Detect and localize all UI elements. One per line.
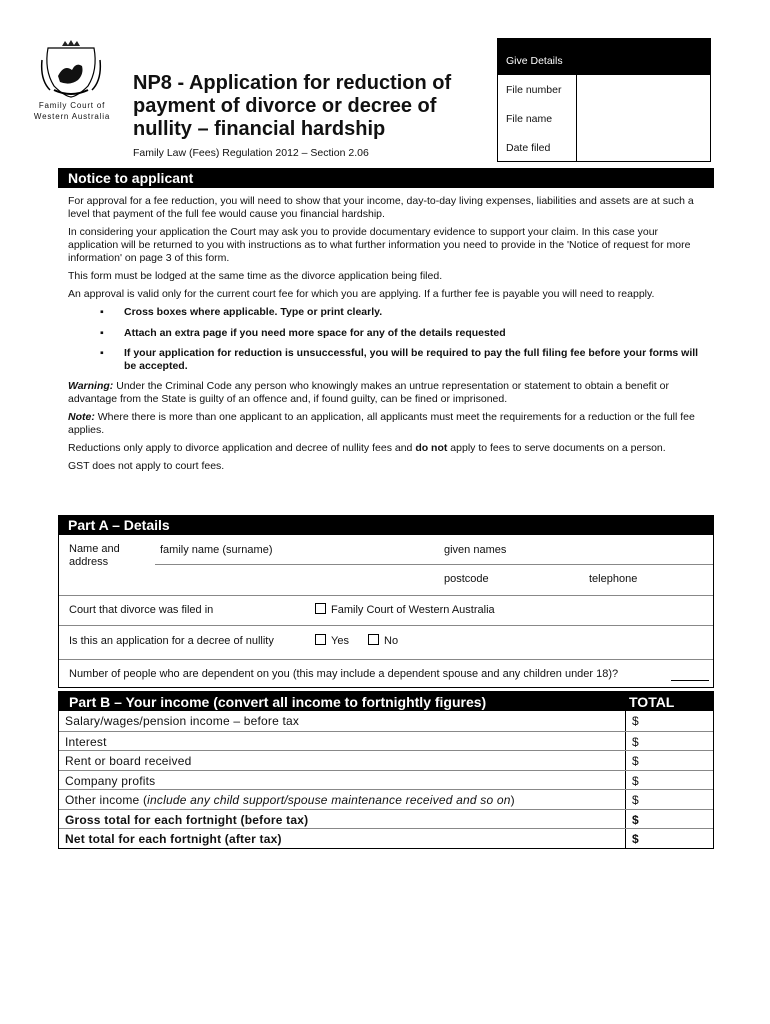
income-row	[59, 750, 713, 770]
gross-total-row	[59, 809, 713, 829]
part-a-section	[58, 515, 714, 688]
part-b-section	[58, 691, 714, 849]
date-filed-row	[498, 133, 710, 162]
income-row	[59, 731, 713, 751]
telephone-label: telephone	[589, 573, 638, 585]
name-address-label: Name and address	[69, 543, 120, 568]
notice-body	[68, 195, 710, 478]
notice-bullet: ▪ Cross boxes where applicable. Type or print clearly.	[100, 306, 383, 318]
total-heading: TOTAL	[629, 694, 675, 710]
yes-checkbox[interactable]	[315, 634, 326, 645]
no-checkbox[interactable]	[368, 634, 379, 645]
postcode-label: postcode	[444, 573, 489, 585]
income-amount-field[interactable]: $	[625, 771, 715, 790]
reductions-text: Reductions only apply to divorce application and decree of nullity fees and do not apply to fees to serve documents on a person.	[68, 442, 666, 454]
give-details-heading: Give Details	[498, 39, 710, 75]
date-filed-label: Date filed	[506, 142, 551, 154]
gross-total-label: Gross total for each fortnight (before tax)	[65, 812, 309, 827]
net-total-label: Net total for each fortnight (after tax)	[65, 832, 282, 846]
net-total-field[interactable]: $	[625, 829, 715, 848]
other-income-label: Other income (include any child support/spouse maintenance received and so on)	[65, 793, 515, 807]
address-line[interactable]	[155, 564, 713, 565]
notice-bullet: ▪ Attach an extra page if you need more space for any of the details requested	[100, 326, 506, 339]
part-a-heading: Part A – Details	[58, 515, 714, 535]
file-name-label: File name	[506, 113, 553, 125]
part-b-header	[59, 692, 713, 711]
file-name-row	[498, 104, 710, 133]
part-b-heading: Part B – Your income (convert all income to fortnightly figures)	[69, 694, 487, 710]
part-a-table	[58, 535, 714, 688]
file-number-field[interactable]	[576, 75, 710, 104]
file-number-label: File number	[506, 84, 562, 96]
file-name-field[interactable]	[576, 104, 710, 133]
court-filed-row	[59, 595, 713, 625]
net-total-row	[59, 828, 713, 848]
income-row	[59, 711, 713, 731]
notice-bullet: ▪ If your application for reduction is unsuccessful, you will be required to pay the full filing fee before your forms will be accepted.	[100, 347, 699, 372]
notice-bullets	[68, 306, 710, 372]
income-amount-field[interactable]: $	[625, 732, 715, 751]
form-title: NP8 - Application for reduction of payment of divorce or decree of nullity – financial hardship	[133, 72, 452, 140]
income-label: Salary/wages/pension income – before tax	[65, 714, 300, 728]
name-address-row	[59, 535, 713, 595]
other-income-row	[59, 789, 713, 809]
income-label: Rent or board received	[65, 754, 192, 768]
income-amount-field[interactable]: $	[625, 711, 715, 731]
income-label: Company profits	[65, 773, 156, 788]
nullity-no-option[interactable]: No	[368, 634, 398, 647]
gst-text: GST does not apply to court fees.	[68, 460, 225, 472]
dependents-label: Number of people who are dependent on you (this may include a dependent spouse and any children under 18)?	[69, 668, 619, 680]
dependents-field[interactable]	[671, 680, 709, 681]
other-income-amount-field[interactable]: $	[625, 790, 715, 809]
give-details-box	[497, 38, 711, 162]
warning-text: Warning: Under the Criminal Code any person who knowingly makes an untrue representation or statement to obtain a benefit or advantage from the State is guilty of an offence and, if found guilty, can be fined or imprisoned.	[68, 380, 669, 405]
notice-heading: Notice to applicant	[58, 168, 714, 188]
income-row	[59, 770, 713, 790]
nullity-row	[59, 625, 713, 659]
nullity-label: Is this an application for a decree of nullity	[69, 635, 274, 647]
court-option[interactable]: Family Court of Western Australia	[315, 603, 495, 616]
nullity-yes-option[interactable]: Yes	[315, 634, 349, 647]
court-filed-label: Court that divorce was filed in	[69, 604, 214, 616]
gross-total-field[interactable]: $	[625, 810, 715, 829]
notice-paragraph: This form must be lodged at the same time as the divorce application being filed.	[68, 270, 443, 282]
file-number-row	[498, 75, 710, 104]
date-filed-field[interactable]	[576, 133, 710, 162]
notice-paragraph: For approval for a fee reduction, you will need to show that your income, day-to-day living expenses, liabilities and assets are at such a level that payment of the full fee would cause you financial hardship.	[68, 195, 694, 220]
court-crest-logo	[40, 40, 102, 98]
family-name-label: family name (surname)	[160, 544, 273, 556]
income-amount-field[interactable]: $	[625, 751, 715, 770]
note-text: Note: Where there is more than one applicant to an application, all applicants must meet the requirements for a reduction or the full fee applies.	[68, 411, 695, 436]
form-subtitle: Family Law (Fees) Regulation 2012 – Section 2.06	[133, 147, 369, 159]
given-names-label: given names	[444, 544, 507, 556]
court-name: Family Court of Western Australia	[33, 101, 111, 121]
notice-paragraph: In considering your application the Court may ask you to provide documentary evidence to support your claim. In this case your application will be returned to you with instructions as to what further information you need to provide in the 'Notice of request for more information' on page 3 of this form.	[68, 226, 691, 264]
notice-paragraph: An approval is valid only for the current court fee for which you are applying. If a further fee is payable you will need to reapply.	[68, 288, 655, 300]
dependents-row	[59, 659, 713, 687]
court-checkbox[interactable]	[315, 603, 326, 614]
income-label: Interest	[65, 734, 107, 749]
